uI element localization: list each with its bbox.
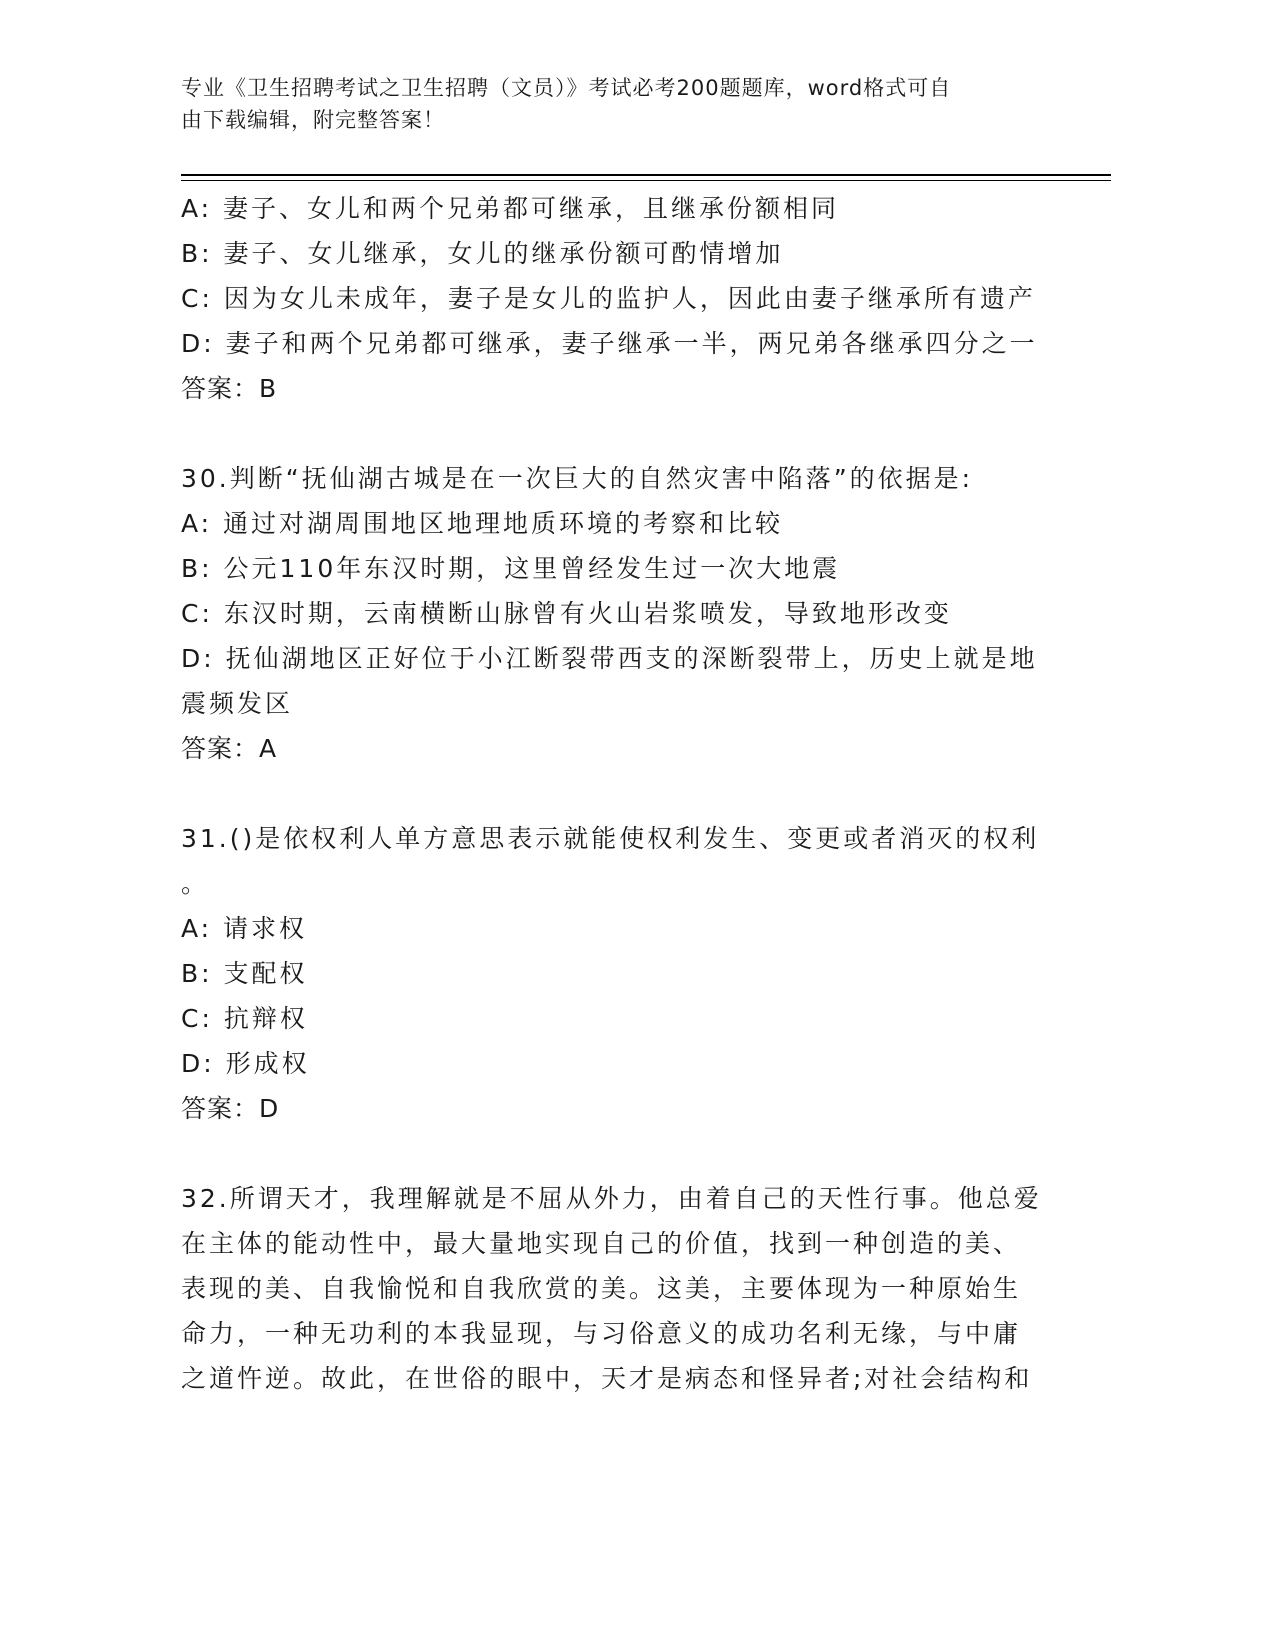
- option-a: A: 通过对湖周围地区地理地质环境的考察和比较: [181, 509, 784, 538]
- question-stem: 30.判断“抚仙湖古城是在一次巨大的自然灾害中陷落”的依据是:: [181, 464, 974, 493]
- option-d-continued: 震频发区: [181, 689, 294, 718]
- option-a: A: 妻子、女儿和两个兄弟都可继承，且继承份额相同: [181, 194, 840, 223]
- option-b: B: 妻子、女儿继承，女儿的继承份额可酌情增加: [181, 239, 784, 268]
- question-stem-continued: 。: [181, 869, 210, 898]
- answer: 答案：D: [181, 1094, 280, 1123]
- option-a: A: 请求权: [181, 914, 308, 943]
- header-line-1: 专业《卫生招聘考试之卫生招聘（文员）》考试必考200题题库，word格式可自: [181, 76, 952, 100]
- passage-line: 命力，一种无功利的本我显现，与习俗意义的成功名利无缘，与中庸: [181, 1319, 1022, 1348]
- answer: 答案：B: [181, 374, 278, 403]
- option-b: B: 公元110年东汉时期，这里曾经发生过一次大地震: [181, 554, 841, 583]
- passage-line: 在主体的能动性中，最大量地实现自己的价值，找到一种创造的美、: [181, 1229, 1022, 1258]
- option-d: D: 妻子和两个兄弟都可继承，妻子继承一半，两兄弟各继承四分之一: [181, 329, 1038, 358]
- spacer: [181, 771, 1051, 816]
- question-stem: 31.()是依权利人单方意思表示就能使权利发生、变更或者消灭的权利: [181, 824, 1040, 853]
- option-c: C: 东汉时期，云南横断山脉曾有火山岩浆喷发，导致地形改变: [181, 599, 952, 628]
- header-divider-thick: [181, 174, 1111, 176]
- header-divider-thin: [181, 180, 1111, 181]
- option-c: C: 抗辩权: [181, 1004, 308, 1033]
- question-29: [181, 186, 1051, 411]
- passage-line: 32.所谓天才，我理解就是不屈从外力，由着自己的天性行事。他总爱: [181, 1184, 1042, 1213]
- answer: 答案：A: [181, 734, 278, 763]
- question-32: [181, 1176, 1051, 1401]
- document-header: [181, 72, 1041, 136]
- passage-line: 之道忤逆。故此，在世俗的眼中，天才是病态和怪异者;对社会结构和: [181, 1364, 1033, 1393]
- option-d: D: 形成权: [181, 1049, 310, 1078]
- question-31: [181, 816, 1051, 1131]
- question-30: [181, 456, 1051, 771]
- spacer: [181, 1131, 1051, 1176]
- header-line-2: 由下载编辑，附完整答案！: [181, 108, 445, 132]
- spacer: [181, 411, 1051, 456]
- option-c: C: 因为女儿未成年，妻子是女儿的监护人，因此由妻子继承所有遗产: [181, 284, 1036, 313]
- option-d: D: 抚仙湖地区正好位于小江断裂带西支的深断裂带上，历史上就是地: [181, 644, 1038, 673]
- option-b: B: 支配权: [181, 959, 308, 988]
- question-content: [181, 186, 1051, 1401]
- passage-line: 表现的美、自我愉悦和自我欣赏的美。这美，主要体现为一种原始生: [181, 1274, 1022, 1303]
